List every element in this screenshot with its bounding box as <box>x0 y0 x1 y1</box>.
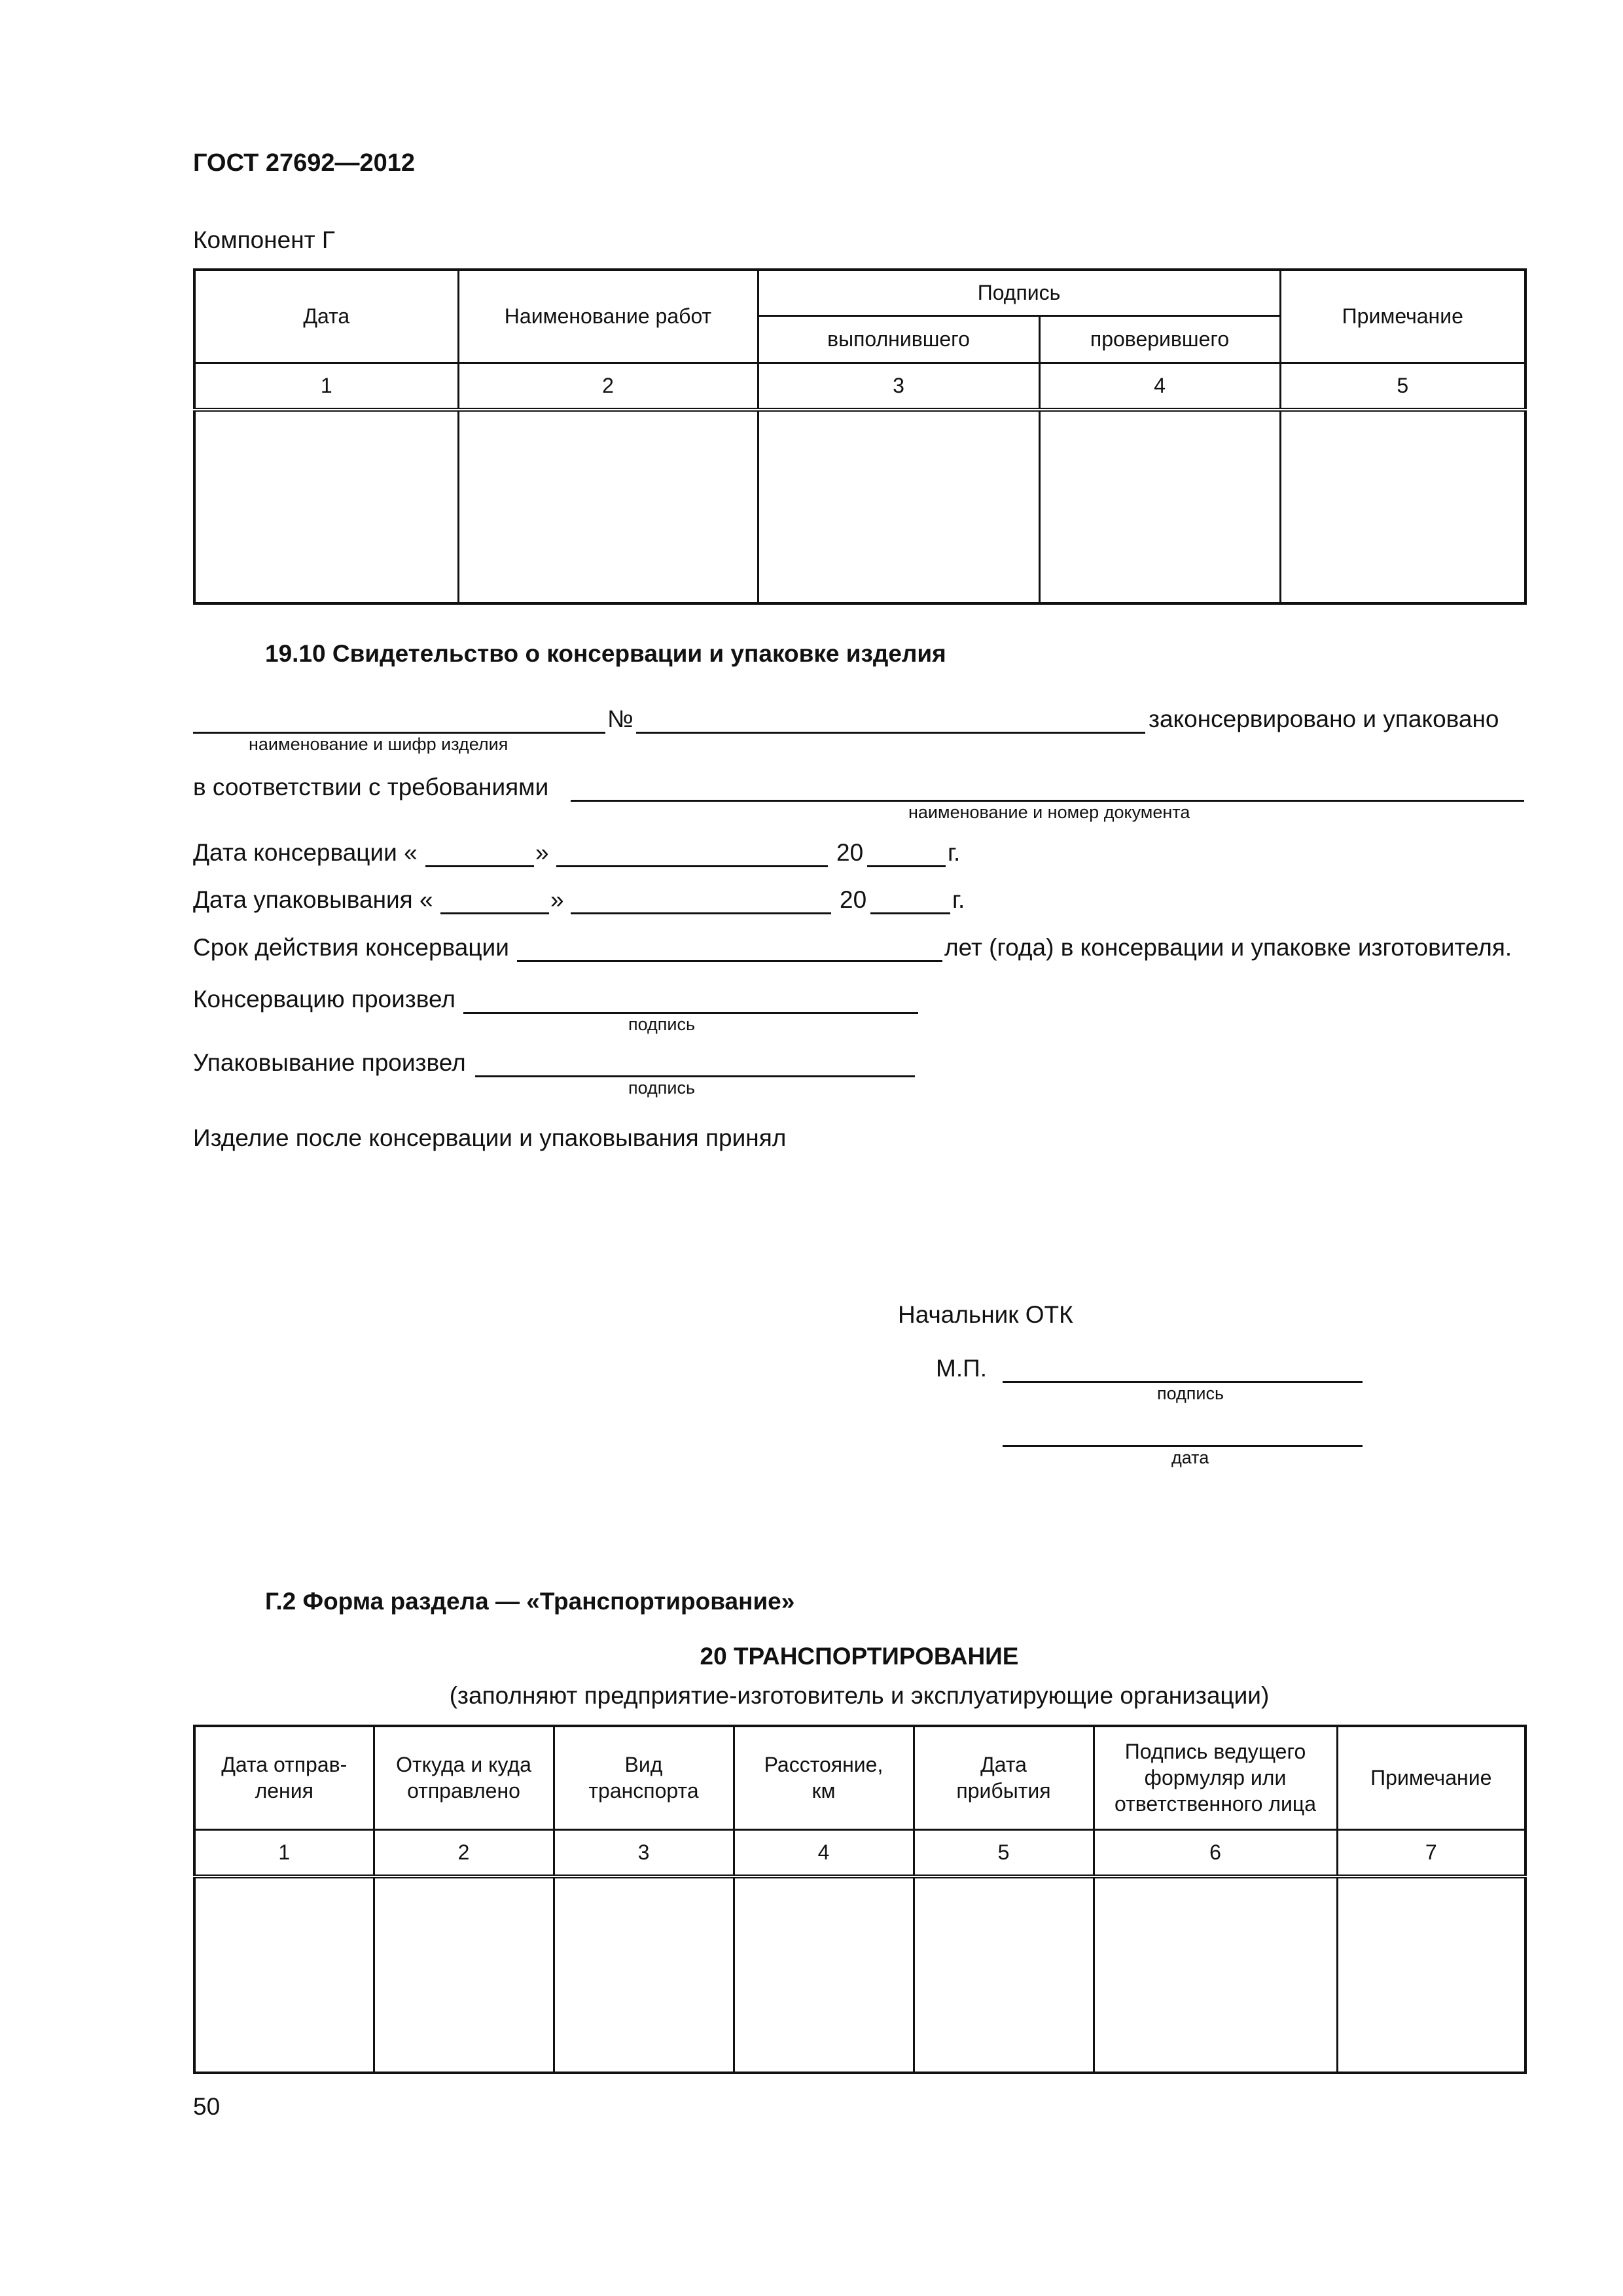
column-number: 5 <box>914 1829 1094 1876</box>
document-title: ГОСТ 27692—2012 <box>193 149 416 177</box>
accepted-text: Изделие после консервации и упаковывания принял <box>193 1124 787 1151</box>
table-cell[interactable] <box>194 410 458 603</box>
year-suffix: г. <box>948 839 961 866</box>
table-cell[interactable] <box>374 1876 554 2073</box>
number-sign: № <box>607 706 633 732</box>
packing-day-field[interactable] <box>440 912 549 914</box>
header-distance: Расстояние, км <box>734 1726 914 1829</box>
header-from-to: Откуда и куда отправлено <box>374 1726 554 1829</box>
packing-month-field[interactable] <box>571 912 831 914</box>
otk-signature-field[interactable] <box>1003 1381 1363 1383</box>
header-note: Примечание <box>1280 270 1525 363</box>
quote-close: » <box>550 886 564 913</box>
column-number: 7 <box>1337 1829 1525 1876</box>
date-preservation-label: Дата консервации « <box>193 839 418 866</box>
column-number: 6 <box>1094 1829 1337 1876</box>
header-transport-type: Вид транспорта <box>554 1726 734 1829</box>
year-suffix: г. <box>952 886 965 913</box>
header-dispatch-date: Дата отправ- ления <box>194 1726 374 1829</box>
preservation-day-field[interactable] <box>425 865 534 867</box>
stamp-label: М.П. <box>936 1355 987 1382</box>
table-cell[interactable] <box>914 1876 1094 2073</box>
header-performer: выполнившего <box>758 315 1039 363</box>
preserved-by-signature-field[interactable] <box>463 1012 918 1014</box>
packed-by-label: Упаковывание произвел <box>193 1049 466 1076</box>
transport-subheading: (заполняют предприятие-изготовитель и эксплуатирующие организации) <box>449 1682 1270 1709</box>
column-number: 1 <box>194 1829 374 1876</box>
page-number: 50 <box>193 2093 221 2120</box>
caption-document: наименование и номер документа <box>908 802 1190 822</box>
table-cell[interactable] <box>554 1876 734 2073</box>
header-date: Дата <box>194 270 458 363</box>
column-number: 5 <box>1280 363 1525 410</box>
component-label: Компонент Г <box>193 226 335 253</box>
quote-close: » <box>535 839 549 866</box>
maintenance-table <box>193 268 1527 605</box>
preserved-by-label: Консервацию произвел <box>193 986 455 1013</box>
caption-item-name: наименование и шифр изделия <box>249 734 508 754</box>
date-packing-label: Дата упаковывания « <box>193 886 433 913</box>
table-cell[interactable] <box>1337 1876 1525 2073</box>
header-arrival-date: Дата прибытия <box>914 1726 1094 1829</box>
table-cell[interactable] <box>1280 410 1525 603</box>
caption-signature: подпись <box>628 1078 696 1098</box>
preserved-packed-text: законсервировано и упаковано <box>1149 706 1499 732</box>
header-signature: Подпись <box>758 270 1280 315</box>
item-name-field[interactable] <box>193 732 605 734</box>
transport-heading: 20 ТРАНСПОРТИРОВАНИЕ <box>700 1643 1019 1670</box>
header-note: Примечание <box>1337 1726 1525 1829</box>
in-accordance-text: в соответствии с требованиями <box>193 774 549 800</box>
column-number: 4 <box>734 1829 914 1876</box>
column-number: 2 <box>374 1829 554 1876</box>
caption-signature: подпись <box>628 1014 696 1034</box>
table-cell[interactable] <box>1094 1876 1337 2073</box>
caption-signature: подпись <box>1157 1384 1224 1403</box>
item-number-field[interactable] <box>636 732 1145 734</box>
preservation-month-field[interactable] <box>556 865 828 867</box>
otk-head-label: Начальник ОТК <box>898 1301 1073 1328</box>
table-cell[interactable] <box>1039 410 1280 603</box>
preservation-year-field[interactable] <box>867 865 946 867</box>
table-cell[interactable] <box>758 410 1039 603</box>
table-cell[interactable] <box>734 1876 914 2073</box>
year-prefix: 20 <box>840 886 867 913</box>
column-number: 1 <box>194 363 458 410</box>
packing-year-field[interactable] <box>870 912 950 914</box>
section-title: 19.10 Свидетельство о консервации и упаковке изделия <box>265 640 946 667</box>
column-number: 2 <box>458 363 758 410</box>
validity-label: Срок действия консервации <box>193 934 509 961</box>
caption-date: дата <box>1171 1448 1209 1467</box>
validity-tail: лет (года) в консервации и упаковке изготовителя. <box>944 934 1512 961</box>
otk-date-field[interactable] <box>1003 1445 1363 1447</box>
section-g2-title: Г.2 Форма раздела — «Транспортирование» <box>265 1588 795 1615</box>
column-number: 3 <box>554 1829 734 1876</box>
table-cell[interactable] <box>194 1876 374 2073</box>
document-requirements-field[interactable] <box>571 800 1524 802</box>
header-responsible-signature: Подпись ведущего формуляр или ответственного лица <box>1094 1726 1337 1829</box>
column-number: 3 <box>758 363 1039 410</box>
column-number: 4 <box>1039 363 1280 410</box>
header-work-name: Наименование работ <box>458 270 758 363</box>
table-cell[interactable] <box>458 410 758 603</box>
header-checker: проверившего <box>1039 315 1280 363</box>
year-prefix: 20 <box>836 839 864 866</box>
transport-table <box>193 1725 1527 2074</box>
packed-by-signature-field[interactable] <box>475 1075 915 1077</box>
validity-field[interactable] <box>517 960 942 962</box>
